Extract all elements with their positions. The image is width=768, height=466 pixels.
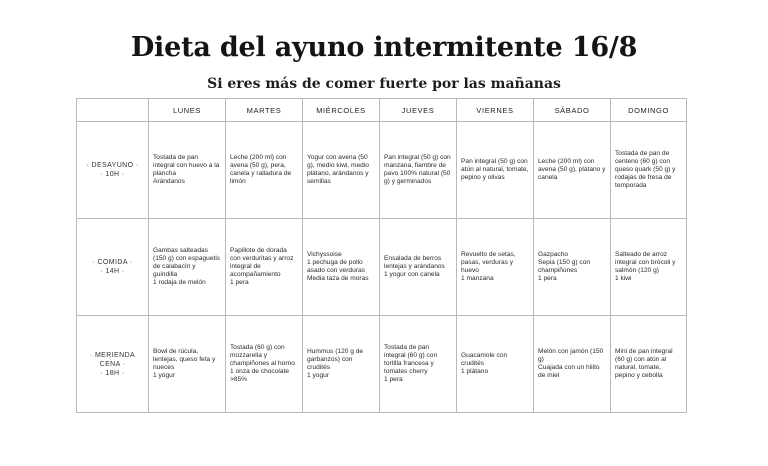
meal-cell: Pan integral (50 g) con atún al natural, tomate, pepino y olivas bbox=[457, 122, 534, 219]
page-subtitle: Si eres más de comer fuerte por las mañanas bbox=[207, 76, 561, 92]
row-label-comida: · COMIDA · · 14H · bbox=[77, 219, 149, 316]
column-header-miercoles: MIÉRCOLES bbox=[303, 99, 380, 122]
column-header-viernes: VIERNES bbox=[457, 99, 534, 122]
meal-cell: Bowl de rúcula, lentejas, queso feta y nueces 1 yogur bbox=[149, 316, 226, 413]
meal-cell: Guacamole con crudités 1 plátano bbox=[457, 316, 534, 413]
meal-cell: Salteado de arroz integral con brócoli y salmón (120 g) 1 kiwi bbox=[611, 219, 687, 316]
meal-cell: Ensalada de berros lentejas y arándanos 1 yogur con canela bbox=[380, 219, 457, 316]
table-row-merienda-cena bbox=[77, 316, 687, 413]
column-header-sabado: SÁBADO bbox=[534, 99, 611, 122]
meal-cell: Pan integral (50 g) con manzana, fiambre de pavo 100% natural (50 g) y germinados bbox=[380, 122, 457, 219]
column-header-jueves: JUEVES bbox=[380, 99, 457, 122]
row-label-merienda-cena: · MERIENDA CENA · · 18H · bbox=[77, 316, 149, 413]
meal-cell: Tostada (60 g) con mozzarella y champiñones al horno 1 onza de chocolate >85% bbox=[226, 316, 303, 413]
meal-cell: Leche (200 ml) con avena (50 g), pera, canela y ralladura de limón bbox=[226, 122, 303, 219]
meal-cell: Melón con jamón (150 g) Cuajada con un hilito de miel bbox=[534, 316, 611, 413]
table-row-comida bbox=[77, 219, 687, 316]
page-title: Dieta del ayuno intermitente 16/8 bbox=[130, 32, 638, 63]
table-row-desayuno bbox=[77, 122, 687, 219]
diet-table bbox=[76, 98, 687, 413]
meal-cell: Vichyssoise 1 pechuga de pollo asado con verduras Media taza de moras bbox=[303, 219, 380, 316]
meal-cell: Revuelto de setas, pasas, verduras y huevo 1 manzana bbox=[457, 219, 534, 316]
meal-cell: Gazpacho Sepia (150 g) con champiñones 1 pera bbox=[534, 219, 611, 316]
table-header-row bbox=[77, 99, 687, 122]
column-header-martes: MARTES bbox=[226, 99, 303, 122]
column-header-domingo: DOMINGO bbox=[611, 99, 687, 122]
meal-cell: Tostada de pan integral con huevo a la plancha Arándanos bbox=[149, 122, 226, 219]
meal-cell: Gambas salteadas (150 g) con espaguetis de calabacín y guindilla 1 rodaja de melón bbox=[149, 219, 226, 316]
meal-cell: Yogur con avena (50 g), medio kiwi, medio plátano, arándanos y semillas bbox=[303, 122, 380, 219]
meal-cell: Tostada de pan integral (60 g) con tortilla francesa y tomates cherry 1 pera bbox=[380, 316, 457, 413]
corner-cell bbox=[77, 99, 149, 122]
meal-cell: Tostada de pan de centeno (60 g) con queso quark (50 g) y rodajas de fresa de temporada bbox=[611, 122, 687, 219]
meal-cell: Mini de pan integral (60 g) con atún al natural, tomate, pepino y cebolla bbox=[611, 316, 687, 413]
meal-cell: Hummus (120 g de garbanzos) con crudités 1 yogur bbox=[303, 316, 380, 413]
meal-cell: Leche (200 ml) con avena (50 g), plátano y canela bbox=[534, 122, 611, 219]
row-label-desayuno: · DESAYUNO · · 10H · bbox=[77, 122, 149, 219]
column-header-lunes: LUNES bbox=[149, 99, 226, 122]
meal-cell: Papillote de dorada con verduritas y arroz integral de acompañamiento 1 pera bbox=[226, 219, 303, 316]
